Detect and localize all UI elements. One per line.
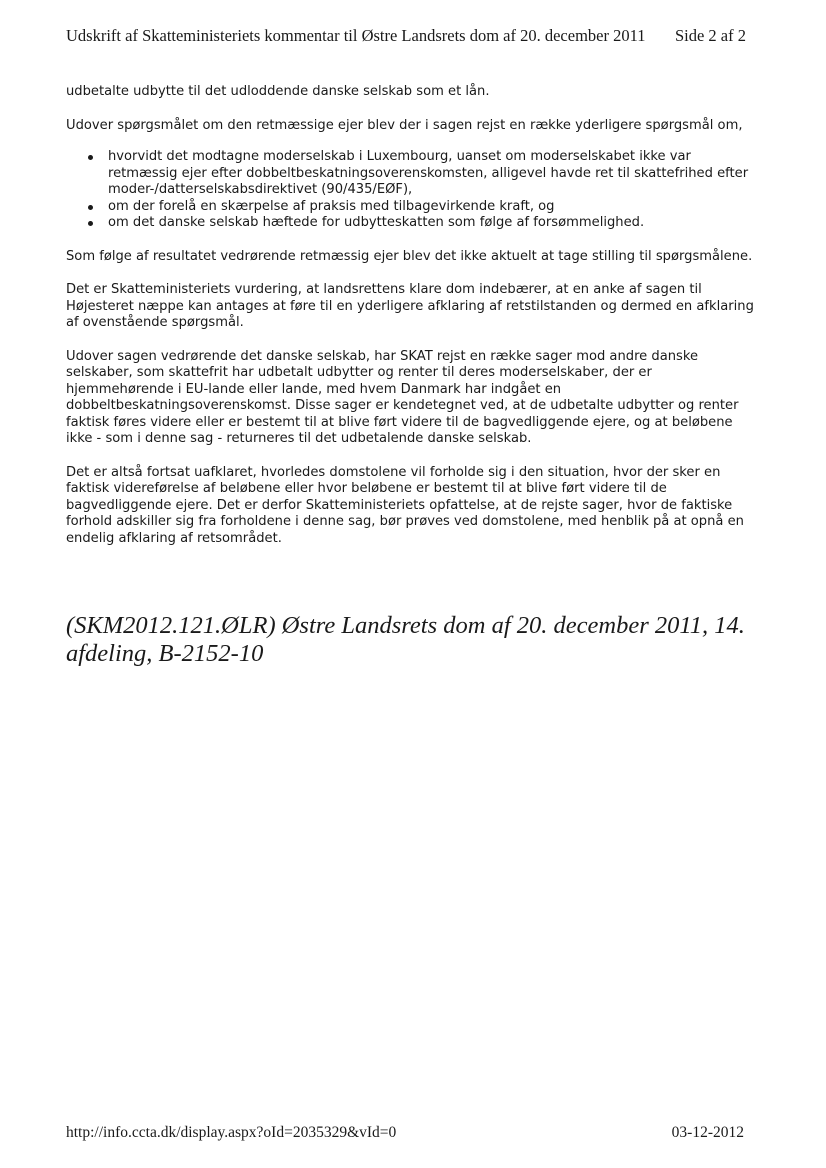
document-title: Udskrift af Skatteministeriets kommentar til Østre Landsrets dom af 20. december 2011 — [66, 26, 646, 45]
paragraph-6: Det er altså fortsat uafklaret, hvorledes domstolene vil forholde sig i den situation, hvor der sker en faktisk videreførelse af beløbene eller hvor beløbene er bestemt til at blive ført videre til de bagvedliggende ejere. Det er derfor Skatteministeriets opfattelse, at de rejste sager, hvor de faktiske forhold adskiller sig fra forholdene i denne sag, bør prøves ved domstolene, med henblik på at opnå en endelig afklaring af retsområdet. — [66, 464, 744, 546]
print-date: 03-12-2012 — [671, 1124, 744, 1141]
list-item: om det danske selskab hæftede for udbytteskatten som følge af forsømmelighed. — [108, 215, 756, 232]
paragraph-1: udbetalte udbytte til det udloddende danske selskab som et lån. — [66, 84, 490, 99]
page-header — [66, 26, 746, 50]
case-reference: (SKM2012.121.ØLR) Østre Landsrets dom af 20. december 2011, 14. afdeling, B-2152-10 — [66, 612, 745, 667]
paragraph-4: Det er Skatteministeriets vurdering, at landsrettens klare dom indebærer, at en anke af sagen til Højesteret næppe kan antages at føre til en yderligere afklaring af retstilstanden og dermed en afklaring af ovenstående spørgsmål. — [66, 282, 754, 330]
paragraph-5: Udover sagen vedrørende det danske selskab, har SKAT rejst en række sager mod andre danske selskaber, som skattefrit har udbetalt udbytter og renter til deres moderselskaber, der er hjemmehørende i EU-lande eller lande, med hvem Danmark har indgået en dobbeltbeskatningsoverenskomst. Disse sager er kendetegnet ved, at de udbetalte udbytter og renter faktisk føres videre eller er bestemt til at blive ført videre til de bagvedliggende ejere, og at beløbene ikke - som i denne sag - returneres til det udbetalende danske selskab. — [66, 348, 739, 446]
list-item: om der forelå en skærpelse af praksis med tilbagevirkende kraft, og — [108, 199, 756, 216]
page-number: Side 2 af 2 — [674, 26, 746, 45]
page-footer — [66, 1124, 744, 1146]
question-list — [66, 149, 756, 232]
source-url: http://info.ccta.dk/display.aspx?oId=2035329&vId=0 — [66, 1124, 397, 1141]
document-body — [66, 84, 756, 564]
list-item: hvorvidt det modtagne moderselskab i Luxembourg, uanset om moderselskabet ikke var retmæssig ejer efter dobbeltbeskatningsoverenskomsten, alligevel havde ret til skattefrihed efter moder-/datterselskabsdirektivet (90/435/EØF), — [108, 149, 756, 199]
paragraph-2: Udover spørgsmålet om den retmæssige ejer blev der i sagen rejst en række yderligere spørgsmål om, — [66, 117, 743, 133]
paragraph-3: Som følge af resultatet vedrørende retmæssig ejer blev det ikke aktuelt at tage stilling til spørgsmålene. — [66, 248, 753, 264]
